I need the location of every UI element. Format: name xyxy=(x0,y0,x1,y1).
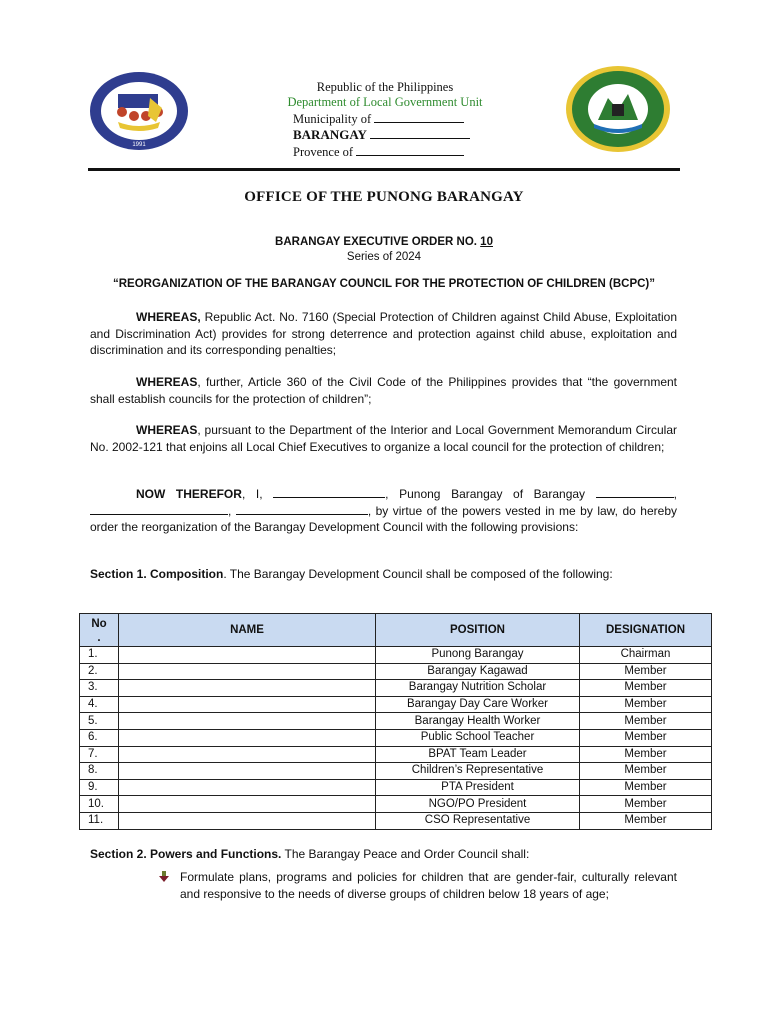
name-cell xyxy=(119,796,376,813)
table-row: 5. Barangay Health Worker Member xyxy=(80,713,712,730)
composition-table xyxy=(79,613,712,830)
header-divider xyxy=(88,168,680,171)
table-row: 2. Barangay Kagawad Member xyxy=(80,663,712,680)
series-line: Series of 2024 xyxy=(346,251,422,263)
barangay-line: BARANGAY xyxy=(293,127,470,143)
table-header-row xyxy=(80,614,712,647)
province-line: Provence of xyxy=(293,145,464,160)
arrow-down-bullet-icon xyxy=(158,871,170,883)
table-row: 4. Barangay Day Care Worker Member xyxy=(80,696,712,713)
municipality-seal-icon xyxy=(564,64,672,154)
col-header-position: POSITION xyxy=(376,614,580,647)
table-row: 10. NGO/PO President Member xyxy=(80,796,712,813)
table-row: 9. PTA President Member xyxy=(80,779,712,796)
section-1-paragraph: Section 1. Composition. The Barangay Development Council shall be composed of the following: xyxy=(90,567,613,581)
whereas-paragraph: WHEREAS, Republic Act. No. 7160 (Special Protection of Children against Child Abuse, Exploitation and Discrimination Act) provides for strong deterrence and protection against child abuse, exploitation and discrimination and its corresponding penalties; xyxy=(90,310,677,357)
section-2-heading: Section 2. Powers and Functions. The Barangay Peace and Order Council shall: xyxy=(90,847,530,861)
table-row: 11. CSO Representative Member xyxy=(80,812,712,829)
name-cell xyxy=(119,647,376,664)
svg-text:1991: 1991 xyxy=(132,142,146,148)
col-header-designation: DESIGNATION xyxy=(580,614,712,647)
whereas-paragraph: WHEREAS, further, Article 360 of the Civil Code of the Philippines provides that “the government shall establish councils for the protection of children”; xyxy=(90,375,677,406)
now-therefore-paragraph: NOW THEREFOR, I, , Punong Barangay of Barangay , , , by virtue of the powers vested in me by law, do hereby order the reorganization of the Barangay Development Council with the following provisions: xyxy=(90,487,677,534)
table-row: 3. Barangay Nutrition Scholar Member xyxy=(80,680,712,697)
col-header-name: NAME xyxy=(119,614,376,647)
name-cell xyxy=(119,746,376,763)
municipality-line: Municipality of xyxy=(293,112,464,127)
name-cell xyxy=(119,812,376,829)
name-cell xyxy=(119,663,376,680)
executive-order-number: BARANGAY EXECUTIVE ORDER NO. 10 xyxy=(275,236,493,248)
name-cell xyxy=(119,763,376,780)
name-cell xyxy=(119,696,376,713)
whereas-paragraph: WHEREAS, pursuant to the Department of the Interior and Local Government Memorandum Circular No. 2002-121 that enjoins all Local Chief Executives to organize a local council for the protection of children; xyxy=(90,423,677,454)
order-subject: “REORGANIZATION OF THE BARANGAY COUNCIL FOR THE PROTECTION OF CHILDREN (BCPC)” xyxy=(113,278,655,290)
table-row: 8. Children’s Representative Member xyxy=(80,763,712,780)
department-line: Department of Local Government Unit xyxy=(287,95,483,109)
bullet-text: Formulate plans, programs and policies for children that are gender-fair, culturally relevant and responsive to the needs of diverse groups of children below 18 years of age; xyxy=(180,870,677,901)
office-title: OFFICE OF THE PUNONG BARANGAY xyxy=(244,189,524,205)
republic-line: Republic of the Philippines xyxy=(316,80,454,94)
table-row: 6. Public School Teacher Member xyxy=(80,729,712,746)
table-row: 1. Punong Barangay Chairman xyxy=(80,647,712,664)
name-cell xyxy=(119,713,376,730)
table-row: 7. BPAT Team Leader Member xyxy=(80,746,712,763)
liga-barangay-seal-icon xyxy=(88,70,190,152)
name-cell xyxy=(119,779,376,796)
name-cell xyxy=(119,729,376,746)
col-header-no: No . xyxy=(80,614,119,647)
name-cell xyxy=(119,680,376,697)
